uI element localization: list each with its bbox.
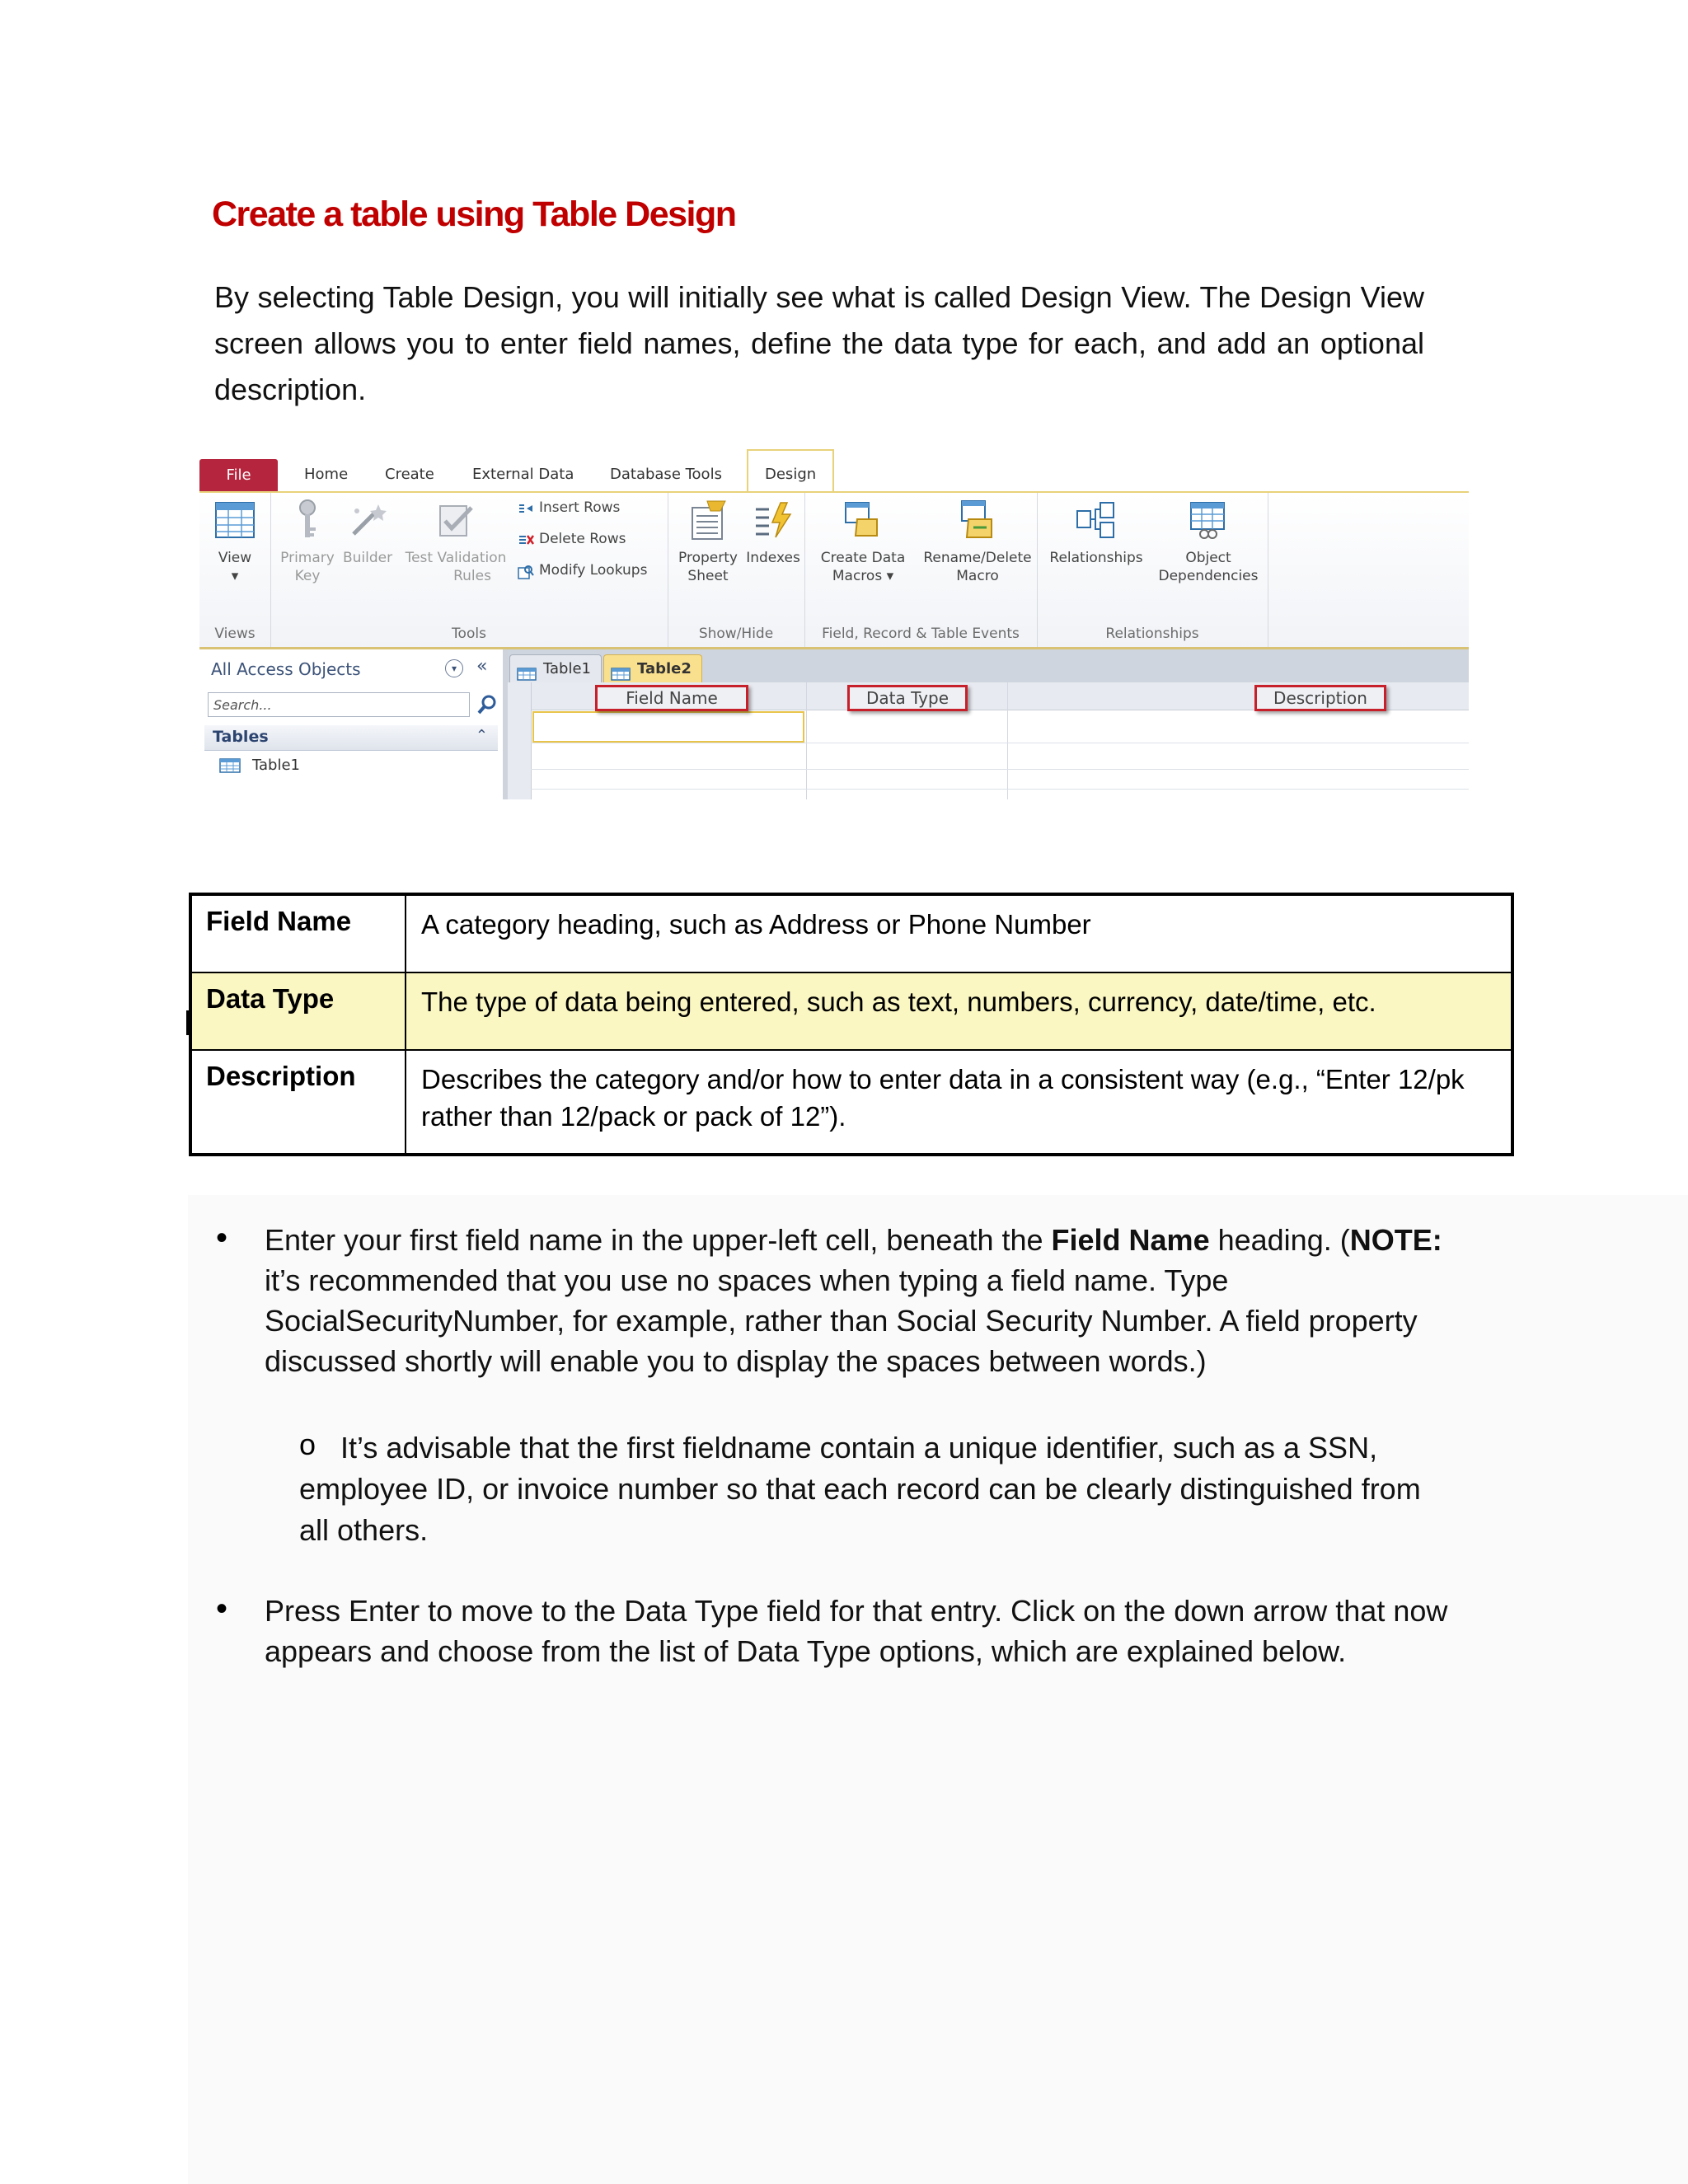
nav-dropdown-icon[interactable]: ▾ [445, 659, 463, 677]
document-tabs [508, 649, 1469, 682]
nav-pane-title[interactable]: All Access Objects [211, 659, 361, 679]
definition-row-data-type [192, 973, 1511, 1051]
indexes-label: Indexes [746, 550, 800, 566]
definition-term: Field Name [192, 896, 406, 972]
tab-design[interactable]: Design [747, 449, 834, 491]
object-dependencies-label-2: Dependencies [1158, 568, 1259, 584]
view-label: View [218, 550, 252, 566]
relationships-label: Relationships [1049, 550, 1143, 566]
delete-rows-icon [518, 533, 534, 545]
column-divider [806, 682, 807, 799]
insert-rows-icon [518, 502, 534, 513]
note-label: NOTE: [1349, 1223, 1442, 1257]
doc-tab-table1[interactable] [509, 654, 602, 683]
test-validation-rules-button[interactable] [399, 499, 513, 585]
bullet-marker: • [216, 1220, 228, 1256]
sub-bullet-marker: o [299, 1427, 316, 1461]
builder-wand-icon [347, 499, 388, 541]
primary-key-label-1: Primary [280, 550, 335, 566]
property-sheet-label-1: Property [678, 550, 738, 566]
field-name-column-header[interactable]: Field Name [595, 685, 748, 711]
tab-external-data[interactable]: External Data [472, 466, 574, 483]
navigation-pane [199, 649, 508, 799]
object-dependencies-icon [1188, 499, 1229, 541]
relationships-icon [1076, 499, 1117, 541]
definition-row-description [192, 1051, 1511, 1153]
views-group-label: Views [214, 626, 256, 642]
description-column-header[interactable]: Description [1254, 685, 1386, 711]
bullet-field-name-instructions [265, 1220, 1451, 1381]
doc-tab-label: Table2 [637, 660, 692, 677]
definition-description: A category heading, such as Address or Phone Number [421, 909, 1091, 940]
indexes-lightning-icon [753, 499, 794, 541]
tab-create[interactable]: Create [385, 466, 434, 483]
table-icon [517, 663, 537, 676]
primary-key-label-2: Key [294, 568, 321, 584]
primary-key-button[interactable] [279, 499, 336, 585]
bullet-data-type-instructions: Press Enter to move to the Data Type field for that entry. Click on the down arrow that now appears and choose from the list of Data Type options, which are explained below. [265, 1594, 1448, 1668]
indexes-button[interactable] [743, 499, 803, 567]
views-group [199, 493, 271, 647]
key-icon [287, 499, 328, 541]
table-design-area [508, 649, 1469, 799]
create-data-macros-label-1: Create Data [820, 550, 906, 566]
ribbon-tab-row [199, 448, 1469, 493]
definition-description: Describes the category and/or how to enter data in a consistent way (e.g., “Enter 12/pk rather than 12/pack or pack of 12”). [421, 1064, 1465, 1132]
nav-item-label: Table1 [252, 757, 300, 774]
nav-item-table1[interactable] [219, 757, 300, 774]
ribbon [199, 493, 1469, 649]
events-group-label: Field, Record & Table Events [822, 626, 1020, 642]
test-validation-label-1: Test Validation [405, 550, 507, 566]
tab-database-tools[interactable]: Database Tools [610, 466, 722, 483]
search-icon[interactable] [475, 692, 499, 717]
events-group [804, 493, 1038, 647]
rename-delete-macro-button[interactable] [920, 499, 1035, 585]
create-data-macros-icon [842, 499, 884, 541]
bullet-text: it’s recommended that you use no spaces when typing a field name. Type SocialSecurityNumber, for example, rather than Social Security Number. A field property discussed shortly will enable you to display the spaces between words.) [265, 1263, 1418, 1378]
bullet-text: Enter your first field name in the upper-left cell, beneath the [265, 1223, 1052, 1257]
bullet-marker: • [216, 1591, 228, 1627]
doc-tab-table2[interactable] [603, 654, 702, 683]
column-divider [1007, 682, 1008, 799]
relationships-button[interactable] [1040, 499, 1152, 567]
sub-bullet-unique-identifier: It’s advisable that the first fieldname contain a unique identifier, such as a SSN, employee ID, or invoice number so that each record can be clearly distinguished from all others. [299, 1431, 1421, 1547]
data-type-column-header[interactable]: Data Type [847, 685, 968, 711]
tables-group-label: Tables [213, 728, 269, 746]
modify-lookups-button[interactable] [518, 562, 647, 579]
builder-label: Builder [342, 550, 393, 566]
object-dependencies-label-1: Object [1185, 550, 1231, 566]
design-grid [508, 682, 1469, 799]
view-dropdown-icon: ▾ [231, 568, 239, 584]
relationships-group [1037, 493, 1268, 647]
field-name-cell-selected[interactable] [532, 711, 804, 743]
rename-delete-macro-label-2: Macro [956, 568, 999, 584]
modify-lookups-label: Modify Lookups [539, 562, 648, 579]
definition-description: The type of data being entered, such as text, numbers, currency, date/time, etc. [421, 987, 1376, 1017]
modify-lookups-icon [518, 565, 534, 576]
grid-row-line [531, 769, 1469, 770]
rename-delete-macro-label-1: Rename/Delete [923, 550, 1032, 566]
collapse-group-icon[interactable]: ⌃ [475, 727, 488, 744]
delete-rows-label: Delete Rows [539, 531, 626, 547]
table-icon [611, 663, 631, 676]
tab-home[interactable]: Home [304, 466, 349, 483]
definitions-table [189, 893, 1514, 1156]
view-button[interactable] [206, 499, 264, 585]
definition-row-field-name [192, 896, 1511, 973]
definition-term: Description [192, 1051, 406, 1153]
validation-check-icon [435, 499, 476, 541]
bullet-text: heading. ( [1209, 1223, 1350, 1257]
rename-delete-macro-icon [957, 499, 998, 541]
create-data-macros-button[interactable] [808, 499, 918, 585]
bullet-bold-text: Field Name [1051, 1223, 1210, 1257]
relationships-group-label: Relationships [1105, 626, 1199, 642]
tables-group-header[interactable] [204, 725, 498, 751]
create-data-macros-label-2: Macros ▾ [832, 568, 894, 584]
property-sheet-button[interactable] [673, 499, 743, 585]
property-sheet-label-2: Sheet [687, 568, 729, 584]
insert-rows-label: Insert Rows [539, 499, 621, 516]
property-sheet-icon [687, 499, 729, 541]
tools-group [270, 493, 668, 647]
collapse-pane-icon[interactable]: « [476, 656, 488, 677]
row-selector-column[interactable] [508, 682, 532, 799]
table-icon [219, 758, 241, 773]
show-hide-group-label: Show/Hide [698, 626, 774, 642]
tools-group-label: Tools [452, 626, 486, 642]
test-validation-label-2: Rules [453, 568, 491, 584]
doc-tab-label: Table1 [543, 660, 591, 677]
section-heading: Create a table using Table Design [212, 194, 736, 234]
table-view-icon [214, 499, 256, 541]
access-design-view-screenshot [199, 448, 1469, 799]
nav-search-input[interactable]: Search... [208, 692, 470, 717]
delete-rows-button[interactable] [518, 531, 626, 547]
insert-rows-button[interactable] [518, 499, 620, 516]
grid-row-line [531, 789, 1469, 790]
row-edge-marker [186, 1010, 190, 1035]
builder-button[interactable] [336, 499, 399, 567]
object-dependencies-button[interactable] [1152, 499, 1264, 585]
definition-term: Data Type [192, 973, 406, 1049]
intro-paragraph: By selecting Table Design, you will initially see what is called Design View. The Design View screen allows you to enter field names, define the data type for each, and add an optional description. [214, 280, 1424, 406]
tab-file[interactable]: File [199, 459, 278, 491]
show-hide-group [668, 493, 805, 647]
